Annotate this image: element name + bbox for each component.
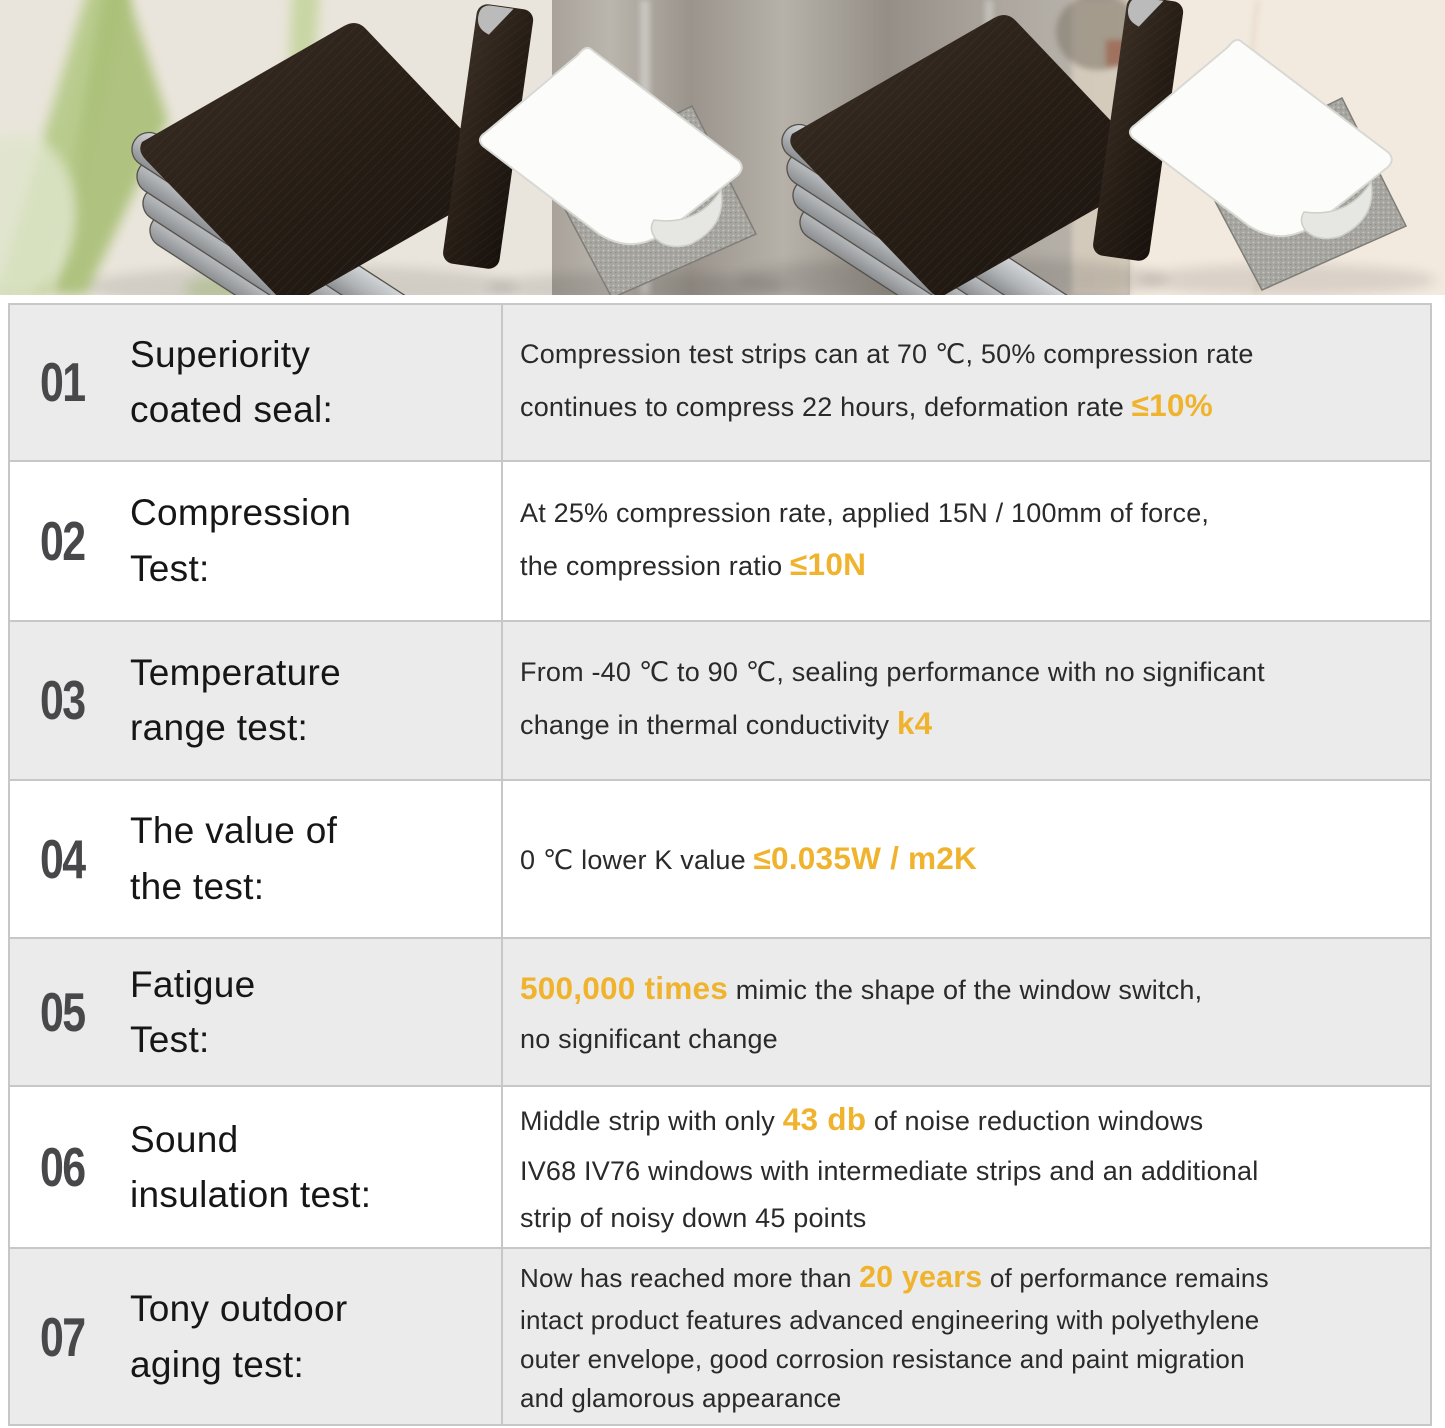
- test-result-cell: [503, 622, 1430, 779]
- row-number: 03: [40, 669, 85, 732]
- description-text: Compression test strips can at 70 ℃, 50% compression rate: [520, 339, 1254, 370]
- highlight-value: 20 years: [859, 1260, 983, 1295]
- row-number: 06: [40, 1136, 85, 1199]
- test-name-cell: [10, 1249, 503, 1424]
- highlight-value: ≤0.035W / m2K: [753, 840, 978, 877]
- test-title: Compression Test:: [130, 492, 352, 589]
- product-photo-illustration: [0, 0, 1445, 295]
- test-description: [520, 331, 1254, 434]
- description-text: Middle strip with only: [520, 1106, 783, 1137]
- description-text: IV68 IV76 windows with intermediate strips and an additional: [520, 1155, 1259, 1186]
- description-text: outer envelope, good corrosion resistance and paint migration: [520, 1344, 1245, 1374]
- test-description: [520, 490, 1209, 593]
- row-number: 04: [40, 827, 85, 890]
- description-text: At 25% compression rate, applied 15N / 100mm of force,: [520, 497, 1210, 528]
- test-name-cell: [10, 939, 503, 1085]
- test-name-cell: [10, 1087, 503, 1247]
- test-description: [520, 961, 1202, 1064]
- test-title: Temperature range test:: [130, 651, 342, 749]
- test-name-cell: [10, 622, 503, 779]
- table-row: [10, 305, 1430, 462]
- highlight-value: ≤10%: [1131, 387, 1213, 424]
- test-title: Fatigue Test:: [130, 963, 256, 1061]
- row-number: 07: [40, 1305, 85, 1368]
- description-text: continues to compress 22 hours, deformation rate: [520, 392, 1132, 423]
- test-result-cell: [503, 939, 1430, 1085]
- description-text: mimic the shape of the window switch,: [728, 975, 1203, 1006]
- description-text: From -40 ℃ to 90 ℃, sealing performance with no significant: [520, 656, 1265, 687]
- table-row: [10, 622, 1430, 781]
- row-number: 01: [40, 351, 85, 414]
- test-description: [520, 649, 1265, 752]
- test-title: Superiority coated seal:: [130, 333, 334, 431]
- test-title: Sound insulation test:: [130, 1118, 372, 1216]
- description-text: of noise reduction windows: [866, 1106, 1204, 1137]
- highlight-value: ≤10N: [790, 545, 867, 582]
- description-text: and glamorous appearance: [520, 1383, 842, 1413]
- description-text: of performance remains: [982, 1263, 1269, 1294]
- spec-table: [8, 303, 1432, 1426]
- test-result-cell: [503, 305, 1430, 460]
- description-text: intact product features advanced engineering with polyethylene: [520, 1305, 1260, 1335]
- test-result-cell: [503, 1087, 1430, 1247]
- test-result-cell: [503, 781, 1430, 938]
- table-row: [10, 939, 1430, 1087]
- test-title: The value of the test:: [130, 810, 338, 907]
- test-name-cell: [10, 781, 503, 938]
- test-name-cell: [10, 305, 503, 460]
- description-text: strip of noisy down 45 points: [520, 1203, 867, 1234]
- table-row: [10, 781, 1430, 940]
- test-description: [520, 1255, 1269, 1418]
- test-result-cell: [503, 1249, 1430, 1424]
- highlight-value: 43 db: [782, 1101, 867, 1138]
- highlight-value: 500,000 times: [520, 970, 729, 1007]
- description-text: the compression ratio: [520, 550, 791, 581]
- row-number: 02: [40, 509, 85, 572]
- product-photo: [0, 0, 1445, 295]
- description-text: change in thermal conductivity: [520, 710, 897, 741]
- table-row: [10, 1087, 1430, 1249]
- test-result-cell: [503, 462, 1430, 620]
- test-title: Tony outdoor aging test:: [130, 1288, 348, 1385]
- test-description: [520, 1092, 1258, 1242]
- description-text: 0 ℃ lower K value: [520, 845, 754, 876]
- table-row: [10, 1249, 1430, 1424]
- description-text: no significant change: [520, 1024, 778, 1055]
- test-name-cell: [10, 462, 503, 620]
- highlight-value: k4: [896, 705, 933, 742]
- description-text: Now has reached more than: [520, 1263, 860, 1294]
- test-description: [520, 831, 977, 886]
- table-row: [10, 462, 1430, 622]
- row-number: 05: [40, 981, 85, 1044]
